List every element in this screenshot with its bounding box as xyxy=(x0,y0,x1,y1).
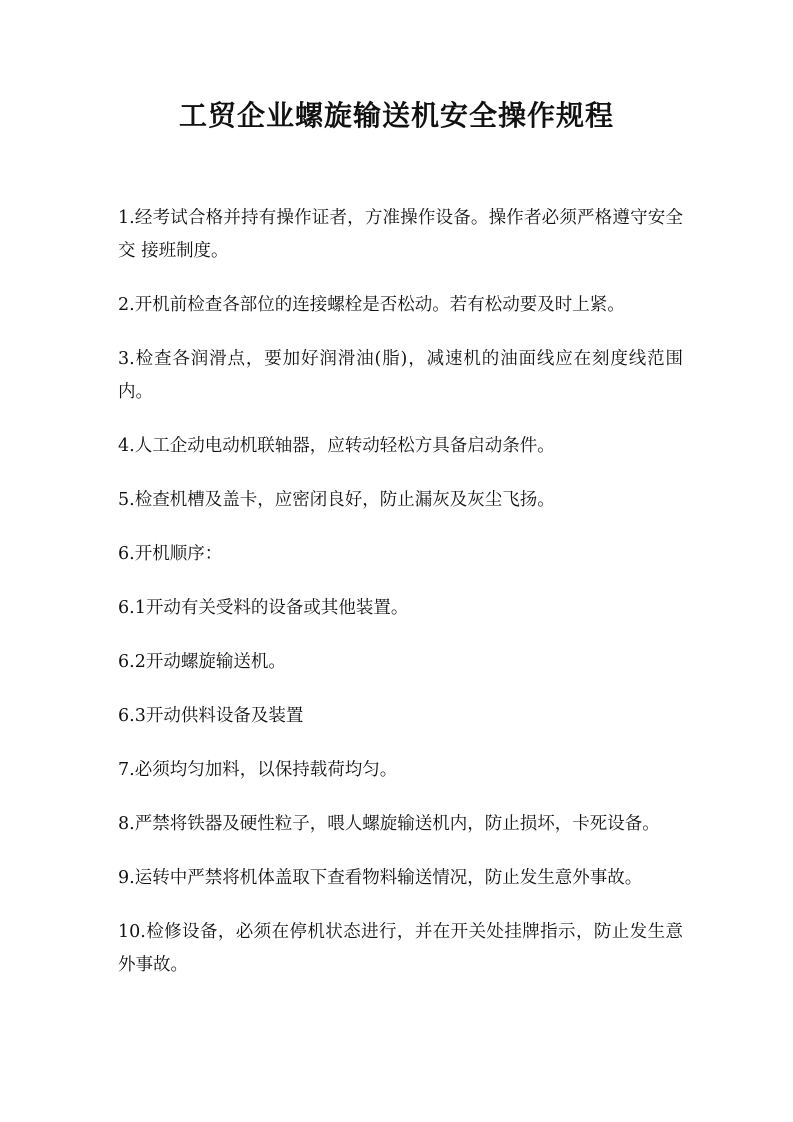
paragraph-3: 3.检查各润滑点，要加好润滑油(脂)，减速机的油面线应在刻度线范围内。 xyxy=(118,349,683,402)
document-body xyxy=(118,202,683,1003)
document-title: 工贸企业螺旋输送机安全操作规程 xyxy=(178,99,614,132)
paragraph-4: 4.人工企动电动机联轴器，应转动轻松方具备启动条件。 xyxy=(118,436,555,456)
paragraph-6-3: 6.3开动供料设备及装置 xyxy=(118,706,304,726)
paragraph-1: 1.经考试合格并持有操作证者，方准操作设备。操作者必须严格遵守安全交 接班制度。 xyxy=(118,208,683,261)
paragraph-8: 8.严禁将铁器及硬性粒子，喂人螺旋输送机内，防止损坏，卡死设备。 xyxy=(118,814,660,834)
paragraph-6-2: 6.2开动螺旋输送机。 xyxy=(118,652,286,672)
paragraph-5: 5.检查机槽及盖卡，应密闭良好，防止漏灰及灰尘飞扬。 xyxy=(118,490,555,510)
paragraph-10: 10.检修设备，必须在停机状态进行，并在开关处挂牌指示，防止发生意外事故。 xyxy=(118,922,683,975)
paragraph-9: 9.运转中严禁将机体盖取下查看物料输送情况，防止发生意外事故。 xyxy=(118,868,643,888)
paragraph-6: 6.开机顺序： xyxy=(118,544,223,564)
paragraph-2: 2.开机前检查各部位的连接螺栓是否松动。若有松动要及时上紧。 xyxy=(118,295,625,315)
paragraph-6-1: 6.1开动有关受料的设备或其他装置。 xyxy=(118,598,409,618)
paragraph-7: 7.必须均匀加料，以保持载荷均匀。 xyxy=(118,760,398,780)
